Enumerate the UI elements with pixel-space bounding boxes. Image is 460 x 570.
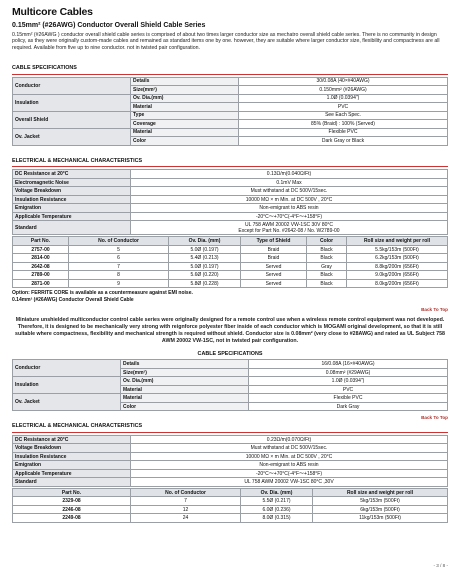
table-row — [13, 245, 448, 254]
column-header: No. of Conductor — [69, 237, 169, 246]
table-cell: 9.0kg/200m (656Ft) — [347, 271, 448, 280]
table-cell: 24 — [131, 514, 241, 523]
table-row — [13, 111, 448, 120]
column-header: Part No. — [13, 237, 69, 246]
char-label: DC Resistance at 20°C — [13, 435, 131, 444]
char-label: Emigration — [13, 461, 131, 470]
section-subtitle: 0.15mm² (#26AWG) Conductor Overall Shield Cable Series — [12, 22, 206, 30]
table-cell: 5.0Ø (0.197) — [169, 245, 241, 254]
spec-label: Material — [121, 385, 249, 394]
spec-value: 0.08mm² (#29AWG) — [249, 368, 448, 377]
standard-line: UL 758 AWM 20002 VW-1SC 30V 80°C — [245, 221, 333, 228]
column-header: Roll size and weight per roll — [313, 488, 448, 497]
spec-label: Color — [121, 402, 249, 411]
column-header: No. of Conductor — [131, 488, 241, 497]
spec-label: Details — [131, 77, 239, 86]
spec-label: Details — [121, 360, 249, 369]
table-cell: 6.0Ø (0.236) — [241, 505, 313, 514]
table-row — [13, 254, 448, 263]
table-cell: 5 — [69, 245, 169, 254]
spec-value: PVC — [239, 103, 448, 112]
table-header-row — [13, 237, 448, 246]
table-cell: 9 — [69, 279, 169, 288]
table-cell: 6 — [69, 254, 169, 263]
char-value: 0.13Ω/m(0.040Ω/Ft) — [131, 170, 448, 179]
spec-group-label: Insulation — [13, 377, 121, 394]
cable-spec-title: CABLE SPECIFICATIONS — [197, 350, 263, 357]
column-header: Roll size and weight per roll — [347, 237, 448, 246]
table-cell: 8.0Ø (0.315) — [241, 514, 313, 523]
electrical-title: ELECTRICAL & MECHANICAL CHARACTERISTICS — [12, 157, 143, 164]
part-number: 2249-08 — [13, 514, 131, 523]
spec-label: Coverage — [131, 120, 239, 129]
char-label: Standard — [13, 478, 131, 487]
part-number: 2789-00 — [13, 271, 69, 280]
divider — [12, 432, 448, 433]
electrical-table — [12, 435, 448, 487]
table-cell: Served — [241, 279, 307, 288]
table-cell: 6.2kg/153m (500Ft) — [347, 254, 448, 263]
spec-group-label: Overall Shield — [13, 111, 131, 128]
table-cell: 5kg/153m (500Ft) — [313, 497, 448, 506]
spec-value: Flexible PVC — [239, 128, 448, 137]
table-cell: 12 — [131, 505, 241, 514]
table-row — [13, 94, 448, 103]
char-value: UL 758 AWM 20002 VW-1SC 80°C ,30V — [131, 478, 448, 487]
table-cell: 5.5kg/153m (500Ft) — [347, 245, 448, 254]
table-row — [13, 435, 448, 444]
char-value: 0.23Ω/m(0.070Ω/Ft) — [131, 435, 448, 444]
spec-value: 85% (Braid) : 100% (Served) — [239, 120, 448, 129]
table-cell: 7 — [69, 262, 169, 271]
part-number: 2871-00 — [13, 279, 69, 288]
char-value: 0.1mV Max — [131, 178, 448, 187]
intro-paragraph: 0.15mm² (#26AWG ) conductor overall shield cable series is comprised of about two times larger conductor size as mechatro overall shield cable series. There is no community in design policy, as they were originally custom-made cables and remained as standard items one by one. however, they are suitable where larger conductor size, flexibility and compactness are all required. Available from five up to nine conductor. not in twisted pair configuration. — [12, 31, 440, 51]
back-to-top-link[interactable]: Back To Top — [421, 415, 448, 421]
standard-line: Except for Part No. #2642-08 / No. W2789-00 — [238, 227, 340, 234]
spec-group-label: Ov. Jacket — [13, 394, 121, 411]
char-value: Non-emigrant to ABS resin — [131, 204, 448, 213]
table-cell: Braid — [241, 254, 307, 263]
table-row — [13, 195, 448, 204]
table-row — [13, 514, 448, 523]
table-cell: Served — [241, 262, 307, 271]
spec-value: 1.0Ø (0.0394") — [249, 377, 448, 386]
column-header: Part No. — [13, 488, 131, 497]
table-cell: 6kg/153m (500Ft) — [313, 505, 448, 514]
table-cell: Braid — [241, 245, 307, 254]
electrical-title: ELECTRICAL & MECHANICAL CHARACTERISTICS — [12, 423, 143, 430]
parts-table — [12, 488, 448, 523]
series-description: Miniature unshielded multiconductor control cable series were originally designed for a remote control use when a wireless remote control equipment was not developed. Therefore, it is designed to be mechanically very strong with reignforce polyester fiber inside of each conductor which is MOGAMI original development, so that it is still suitable where compactness, flexibility and mechanical strength is required without shield. Conductor size is 0.08mm² (very close to #28AWG) and rated as UL Subject 758 AWM 20002 VW-1SC, not in twisted pair configuration. — [15, 317, 445, 344]
table-cell: Black — [307, 245, 347, 254]
char-label: Emigration — [13, 204, 131, 213]
spec-label: Material — [121, 394, 249, 403]
char-value: Must withstand at DC 500V/15sec. — [131, 444, 448, 453]
spec-value: Flexible PVC — [249, 394, 448, 403]
table-row — [13, 505, 448, 514]
table-row — [13, 221, 448, 235]
spec-label: Type — [131, 111, 239, 120]
char-label: Insulation Resistance — [13, 452, 131, 461]
table-row — [13, 452, 448, 461]
cable-spec-table — [12, 359, 448, 411]
divider — [12, 74, 448, 75]
part-number: 2246-08 — [13, 505, 131, 514]
spec-value: Dark Gray or Black — [239, 137, 448, 146]
column-header: Color — [307, 237, 347, 246]
table-cell: Black — [307, 254, 347, 263]
spec-group-label: Conductor — [13, 77, 131, 94]
table-row — [13, 394, 448, 403]
table-row — [13, 444, 448, 453]
table-row — [13, 170, 448, 179]
table-header-row — [13, 488, 448, 497]
spec-group-label: Ov. Jacket — [13, 128, 131, 145]
char-label: Standard — [13, 221, 131, 235]
spec-value: 16/0.08A (16×#40AWG) — [249, 360, 448, 369]
char-value: Non-emigrant to ABS resin — [131, 461, 448, 470]
table-row — [13, 77, 448, 86]
note-line: 0.14mm² (#26AWG) Conductor Overall Shield Cable — [12, 296, 134, 303]
char-label: Voltage Breakdown — [13, 187, 131, 196]
table-cell: 5.8Ø (0.228) — [169, 279, 241, 288]
table-row — [13, 271, 448, 280]
table-row — [13, 461, 448, 470]
table-cell: 5.0Ø (0.197) — [169, 262, 241, 271]
part-number: 2814-00 — [13, 254, 69, 263]
spec-label: Material — [131, 128, 239, 137]
spec-group-label: Conductor — [13, 360, 121, 377]
table-cell: 5.6Ø (0.220) — [169, 271, 241, 280]
spec-label: Ov. Dia.(mm) — [131, 94, 239, 103]
spec-value: 30/0.08A (40×#40AWG) — [239, 77, 448, 86]
char-label: Electromagnetic Noise — [13, 178, 131, 187]
back-to-top-link[interactable]: Back To Top — [421, 307, 448, 313]
column-header: Ov. Dia. (mm) — [169, 237, 241, 246]
spec-label: Size(mm²) — [121, 368, 249, 377]
table-row — [13, 178, 448, 187]
spec-label: Size(mm²) — [131, 86, 239, 95]
spec-label: Color — [131, 137, 239, 146]
table-cell: Served — [241, 271, 307, 280]
column-header: Type of Shield — [241, 237, 307, 246]
table-row — [13, 279, 448, 288]
char-value: Must withstand at DC 500V/15sec. — [131, 187, 448, 196]
table-cell: 5.4Ø (0.213) — [169, 254, 241, 263]
char-label: DC Resistance at 20°C — [13, 170, 131, 179]
char-value: 10000 MΩ × m Min. at DC 500V , 20°C — [131, 452, 448, 461]
table-row — [13, 128, 448, 137]
table-row — [13, 262, 448, 271]
table-cell: Black — [307, 279, 347, 288]
spec-value: See Each Spec. — [239, 111, 448, 120]
part-number: 2642-08 — [13, 262, 69, 271]
spec-value: 0.150mm² (#26AWG) — [239, 86, 448, 95]
parts-table — [12, 236, 448, 288]
electrical-table — [12, 169, 448, 235]
table-row — [13, 478, 448, 487]
cable-spec-table — [12, 77, 448, 146]
spec-label: Material — [131, 103, 239, 112]
spec-value: PVC — [249, 385, 448, 394]
table-row — [13, 377, 448, 386]
char-label: Voltage Breakdown — [13, 444, 131, 453]
option-note — [12, 290, 448, 303]
char-value: -20°C⁓+70°C(-4°F⁓+158°F) — [131, 212, 448, 221]
table-row — [13, 212, 448, 221]
spec-value: Dark Gray — [249, 402, 448, 411]
part-number: 2757-00 — [13, 245, 69, 254]
char-value — [131, 221, 448, 235]
table-cell: 11kg/153m (500Ft) — [313, 514, 448, 523]
char-value: -20°C⁓+70°C(-4°F⁓+158°F) — [131, 469, 448, 478]
page-number: - 3 / 8 - — [433, 563, 448, 569]
table-row — [13, 469, 448, 478]
table-cell: 8.8kg/200m (656Ft) — [347, 262, 448, 271]
table-row — [13, 187, 448, 196]
char-label: Insulation Resistance — [13, 195, 131, 204]
note-line: Option: FERRITE CORE is available as a countermeasure against EMI noise. — [12, 290, 193, 297]
table-row — [13, 497, 448, 506]
table-cell: Gray — [307, 262, 347, 271]
column-header: Ov. Dia. (mm) — [241, 488, 313, 497]
table-row — [13, 204, 448, 213]
divider — [12, 166, 448, 167]
table-cell: 7 — [131, 497, 241, 506]
spec-value: 1.0Ø (0.0394") — [239, 94, 448, 103]
char-label: Applicable Temperature — [13, 469, 131, 478]
table-cell: Black — [307, 271, 347, 280]
page-title: Multicore Cables — [12, 6, 93, 18]
spec-group-label: Insulation — [13, 94, 131, 111]
char-label: Applicable Temperature — [13, 212, 131, 221]
table-cell: 8.0kg/200m (656Ft) — [347, 279, 448, 288]
part-number: 2329-08 — [13, 497, 131, 506]
char-value: 10000 MΩ × m Min. at DC 500V , 20°C — [131, 195, 448, 204]
table-cell: 8 — [69, 271, 169, 280]
table-cell: 5.5Ø (0.217) — [241, 497, 313, 506]
table-row — [13, 360, 448, 369]
cable-spec-title: CABLE SPECIFICATIONS — [12, 64, 77, 71]
spec-label: Ov. Dia.(mm) — [121, 377, 249, 386]
